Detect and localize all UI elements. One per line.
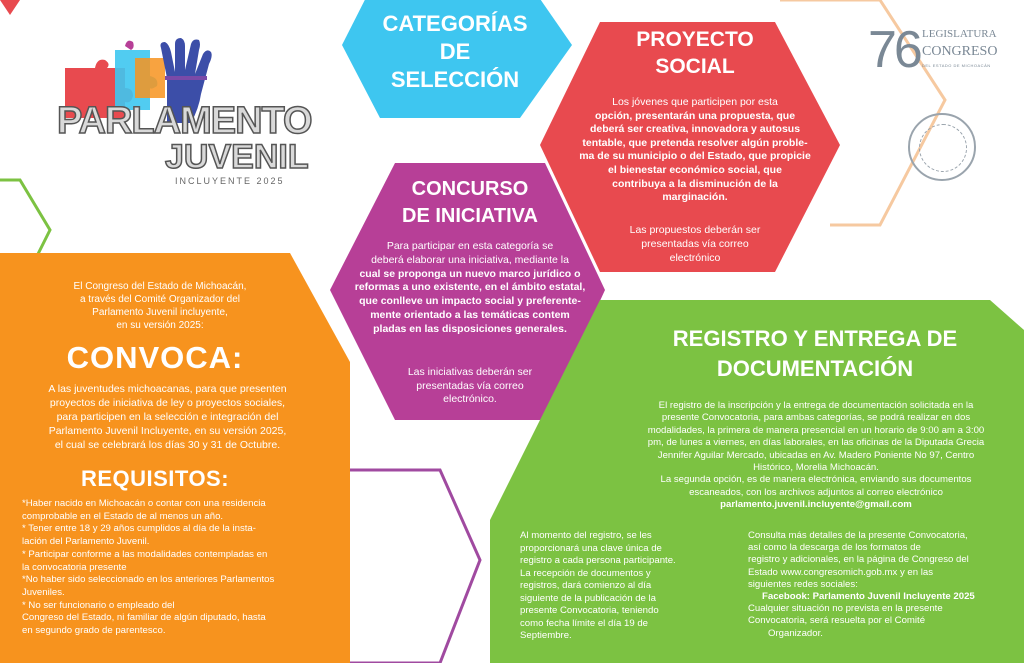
- concurso-body-line: Para participar en esta categoría se: [386, 240, 554, 252]
- proyecto-social-title: [600, 26, 790, 80]
- convoca-body-line: A las juventudes michoacanas, para que presenten: [48, 383, 287, 395]
- proyecto-title-line: PROYECTO: [636, 28, 754, 51]
- registro-email: parlamento.juvenil.incluyente@gmail.com: [720, 499, 912, 511]
- intro-line: El Congreso del Estado de Michoacán,: [73, 281, 247, 292]
- proyecto-body-line: el bienestar económico social, que: [608, 163, 782, 176]
- registro-closing-line: Organizador.: [768, 627, 823, 639]
- estado-label: DEL ESTADO DE MICHOACÁN: [922, 63, 991, 68]
- concurso-body-line: pladas en las disposiciones generales.: [373, 322, 567, 335]
- registro-body-line: La segunda opción, es de manera electrónica, enviando sus documentos: [660, 474, 972, 486]
- convoca-body-line: el cual se celebrará los días 30 y 31 de Octubre.: [54, 439, 281, 451]
- requisito-line: * No ser funcionario o empleado del: [22, 599, 175, 611]
- registro-left-line: proporcionará una clave única de: [520, 542, 662, 554]
- categorias-title-line: SELECCIÓN: [390, 67, 520, 92]
- registro-left-line: Al momento del registro, se les: [520, 530, 652, 541]
- convoca-body: [15, 382, 320, 452]
- concurso-note-line: Las iniciativas deberán ser: [407, 366, 533, 378]
- registro-title-line: REGISTRO Y ENTREGA DE: [672, 326, 958, 351]
- legislatura-number: 76: [868, 21, 920, 79]
- proyecto-social-note: [595, 223, 795, 265]
- convoca-body-line: para participen en la selección e integración del: [56, 411, 279, 423]
- registro-body: [610, 400, 1022, 512]
- registro-body-line: escaneados, con los archivos adjuntos al correo electrónico: [689, 486, 943, 498]
- logo-subtitle: INCLUYENTE 2025: [175, 176, 285, 186]
- registro-body-line: Jennifer Aguilar Mercado, ubicadas en Av. Madero Poniente No 97, Centro: [657, 449, 975, 461]
- concurso-body-line: mente orientado a las temáticas contem: [370, 308, 570, 321]
- requisito-line: comprobable en el Estado de al menos un año.: [22, 510, 224, 522]
- legislatura-label: LEGISLATURA: [922, 28, 997, 40]
- proyecto-body-line: marginación.: [662, 191, 728, 204]
- concurso-title-line: CONCURSO: [411, 178, 529, 200]
- logo-title-juvenil: JUVENIL: [165, 138, 309, 176]
- facebook-link[interactable]: Facebook: Parlamento Juvenil Incluyente 2025: [762, 591, 975, 603]
- concurso-note-line: presentadas vía correo: [416, 379, 524, 392]
- registro-left-line: registros, dará comienzo al día: [520, 580, 652, 591]
- registro-right-line: Consulta más detalles de la presente Convocatoria,: [748, 530, 968, 541]
- registro-left-col: [520, 530, 720, 643]
- registro-right-line: así como la descarga de los formatos de: [748, 542, 921, 554]
- concurso-body-line: cual se proponga un nuevo marco jurídico o: [359, 267, 581, 280]
- convoca-body-line: proyectos de iniciativa de ley o proyectos sociales,: [49, 397, 286, 409]
- registro-body-line: pm, de lunes a viernes, en días laborales, en las oficinas de la Diputada Grecia: [647, 437, 985, 449]
- proyecto-title-line: SOCIAL: [655, 55, 735, 78]
- proyecto-note-line: electrónico: [669, 252, 721, 264]
- logo-title-parlamento: PARLAMENTO: [57, 100, 312, 142]
- intro-line: en su versión 2025:: [116, 320, 204, 331]
- parlamento-logo: [55, 38, 315, 188]
- requisitos-list: [22, 498, 344, 638]
- convoca-body-line: Parlamento Juvenil Incluyente, en su versión 2025,: [48, 425, 287, 437]
- concurso-title: [355, 176, 585, 230]
- registro-body-line: modalidades, la primera de manera presencial en un horario de 9:00 am a 3:00: [647, 424, 985, 436]
- categorias-title-line: CATEGORÍAS: [382, 11, 528, 36]
- registro-title-line: DOCUMENTACIÓN: [716, 356, 914, 381]
- categorias-title-line: DE: [439, 39, 471, 64]
- registro-body-line: Histórico, Morelia Michoacán.: [753, 462, 879, 474]
- state-seal-icon: [908, 113, 976, 181]
- congreso-label: CONGRESO: [922, 44, 998, 59]
- red-outline-hexagon: [0, 0, 20, 15]
- proyecto-body-line: contribuya a la disminución de la: [612, 177, 778, 190]
- registro-right-line: siguientes redes sociales:: [748, 578, 858, 590]
- requisito-line: lación del Parlamento Juvenil.: [22, 536, 150, 548]
- concurso-body: [335, 240, 605, 337]
- registro-left-line: como fecha límite el día 19 de: [520, 617, 648, 629]
- registro-left-line: siguiente de la publicación de la: [520, 592, 657, 604]
- requisito-line: * Participar conforme a las modalidades contempladas en: [22, 548, 268, 560]
- intro-line: a través del Comité Organizador del: [79, 294, 241, 305]
- registro-left-line: La recepción de documentos y: [520, 567, 651, 579]
- purple-outline-hexagon: [330, 470, 480, 663]
- convoca-title: CONVOCA:: [66, 340, 244, 375]
- concurso-body-line: reformas a uno existente, en el ámbito estatal,: [354, 281, 586, 294]
- registro-closing-line: Convocatoria, será resuelta por el Comité: [748, 615, 926, 627]
- registro-title: [620, 324, 1010, 384]
- registro-left-line: Septiembre.: [520, 630, 572, 641]
- requisito-line: en segundo grado de parentesco.: [22, 625, 166, 637]
- convocatoria-intro: [40, 280, 280, 332]
- proyecto-body-line: Los jóvenes que participen por esta: [612, 96, 778, 108]
- registro-left-line: registro a cada persona participante.: [520, 555, 676, 566]
- concurso-body-line: deberá elaborar una iniciativa, mediante la: [371, 253, 569, 266]
- requisito-line: Congreso del Estado, ni familiar de algún diputado, hasta: [22, 612, 266, 624]
- categorias-title: [370, 10, 540, 94]
- requisito-line: *No haber sido seleccionado en los anteriores Parlamentos: [22, 574, 275, 586]
- requisito-line: Juveniles.: [22, 586, 65, 598]
- concurso-title-line: DE INICIATIVA: [402, 205, 538, 227]
- proyecto-body-line: tentable, que pretenda resolver algún proble-: [582, 136, 808, 149]
- concurso-note-line: electrónico.: [443, 393, 497, 405]
- requisito-line: *Haber nacido en Michoacán o contar con una residencia: [22, 498, 266, 509]
- registro-right-line: Estado www.congresomich.gob.mx y en las: [748, 566, 934, 578]
- proyecto-body-line: opción, presentarán una propuesta, que: [594, 109, 796, 122]
- registro-body-line: presente Convocatoria, para ambas categorías, se podrá realizar en dos: [661, 412, 971, 424]
- registro-right-col: [748, 530, 1020, 640]
- proyecto-social-body: [560, 96, 830, 205]
- registro-body-line: El registro de la inscripción y la entrega de documentación solicitada en la: [658, 400, 974, 411]
- proyecto-body-line: ma de su municipio o del Estado, que propicie: [579, 150, 811, 163]
- proyecto-note-line: presentadas vía correo: [641, 238, 749, 250]
- requisitos-title: REQUISITOS:: [80, 466, 230, 491]
- proyecto-note-line: Las propuestos deberán ser: [629, 224, 761, 236]
- registro-closing-line: Cualquier situación no prevista en la presente: [748, 603, 943, 615]
- requisito-line: la convocatoria presente: [22, 561, 127, 573]
- requisito-line: * Tener entre 18 y 29 años cumplidos al día de la insta-: [22, 523, 256, 535]
- concurso-note: [370, 366, 570, 407]
- intro-line: Parlamento Juvenil incluyente,: [92, 307, 228, 318]
- proyecto-body-line: deberá ser creativa, innovadora y autosus: [589, 123, 801, 136]
- registro-left-line: presente Convocatoria, teniendo: [520, 605, 659, 616]
- legislatura-logo: [868, 21, 1008, 84]
- concurso-body-line: que conlleve un impacto social y preferente-: [359, 295, 581, 308]
- registro-right-line: registro y adicionales, en la página de Congreso del: [748, 554, 969, 566]
